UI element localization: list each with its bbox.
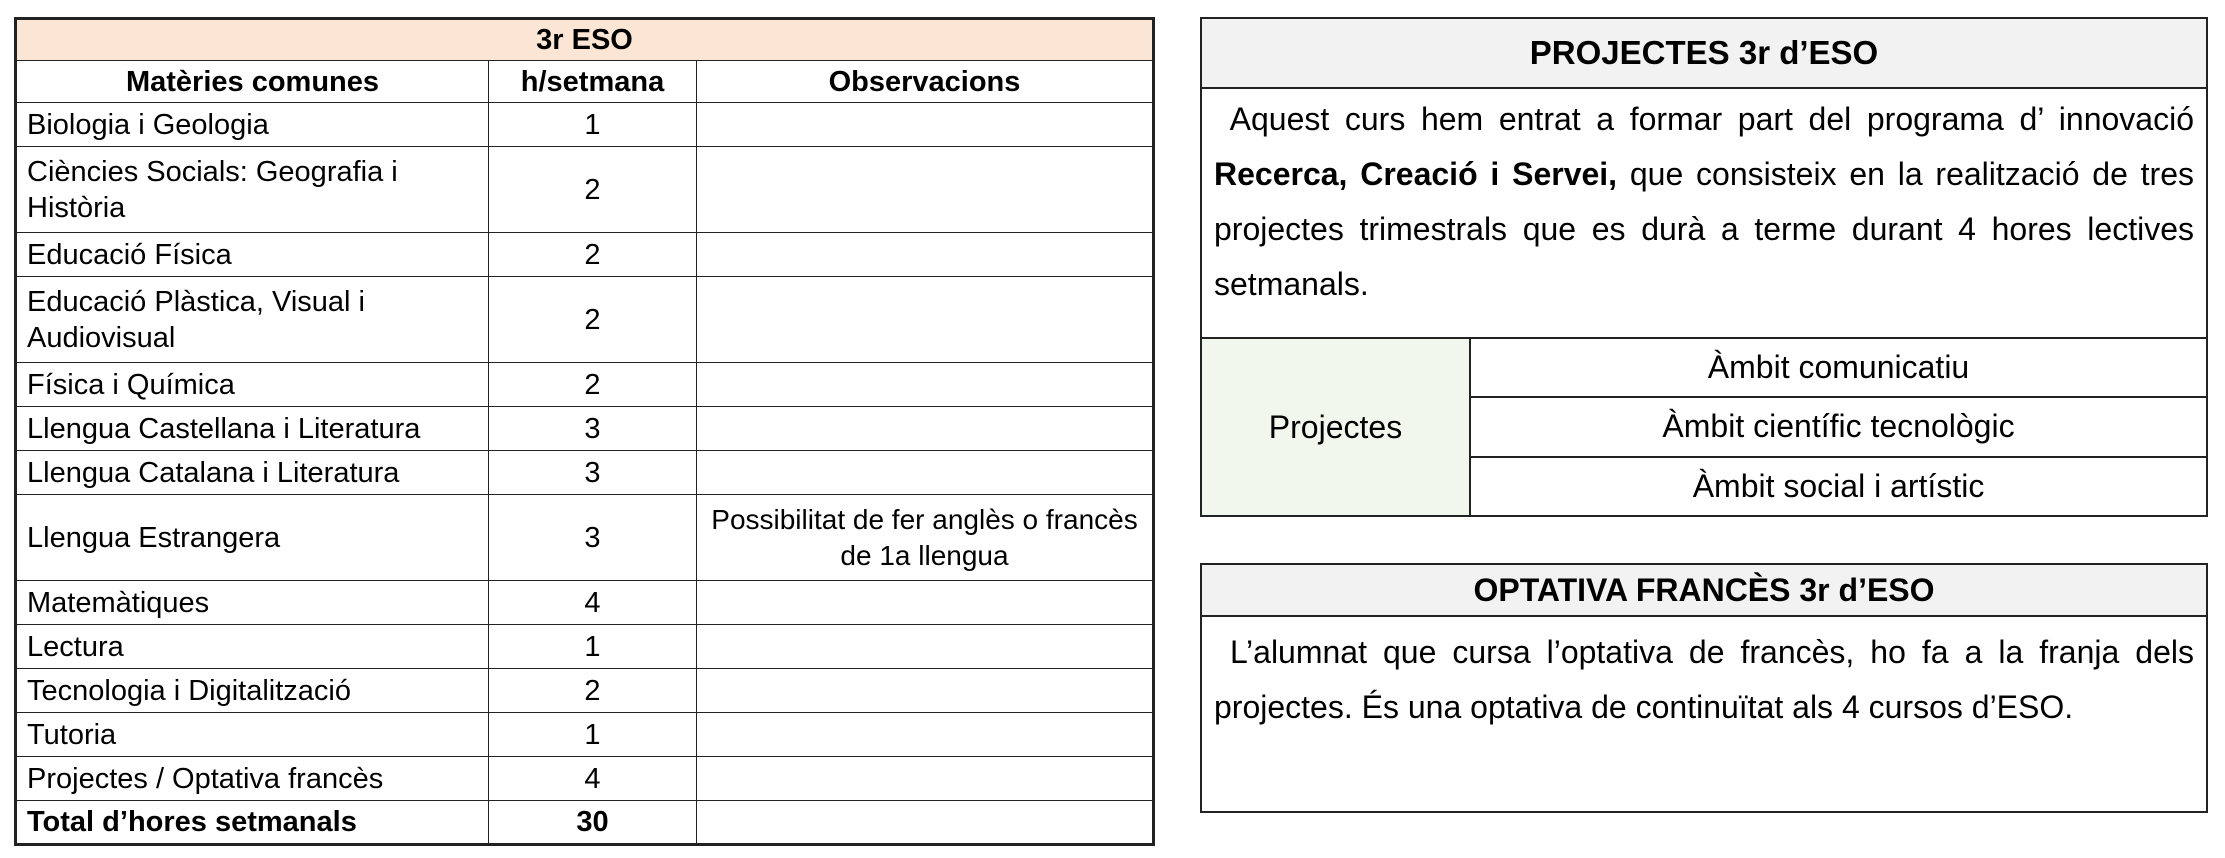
subject-name: Física i Química bbox=[16, 363, 489, 407]
projects-description bbox=[1202, 89, 2206, 355]
table-row bbox=[16, 147, 1154, 233]
table-row bbox=[16, 625, 1154, 669]
subject-hours: 4 bbox=[489, 757, 697, 801]
subject-name: Biologia i Geologia bbox=[16, 103, 489, 147]
subject-observations bbox=[697, 233, 1154, 277]
french-text: L’alumnat que cursa l’optativa de francès, ho fa a la franja dels projectes. És una optativa de continuïtat als 4 cursos d’ESO. bbox=[1214, 634, 2195, 725]
subject-hours: 4 bbox=[489, 581, 697, 625]
subjects-body bbox=[16, 103, 1154, 845]
projects-grid-label: Projectes bbox=[1202, 339, 1471, 515]
subject-name: Projectes / Optativa francès bbox=[16, 757, 489, 801]
project-area-social-artistic: Àmbit social i artístic bbox=[1692, 467, 1985, 504]
table-row bbox=[16, 233, 1154, 277]
subject-hours: 3 bbox=[489, 451, 697, 495]
table-row bbox=[16, 581, 1154, 625]
subject-hours: 1 bbox=[489, 625, 697, 669]
table-header-row bbox=[16, 61, 1154, 103]
subject-observations bbox=[697, 669, 1154, 713]
subject-name: Ciències Socials: Geografia i Història bbox=[16, 147, 489, 233]
project-area-scientific: Àmbit científic tecnològic bbox=[1471, 398, 2206, 457]
subject-name: Lectura bbox=[16, 625, 489, 669]
subject-name: Llengua Catalana i Literatura bbox=[16, 451, 489, 495]
total-label: Total d’hores setmanals bbox=[16, 801, 489, 845]
subject-name: Educació Plàstica, Visual i Audiovisual bbox=[16, 277, 489, 363]
table-row bbox=[16, 713, 1154, 757]
projects-areas bbox=[1471, 339, 2206, 515]
table-row bbox=[16, 407, 1154, 451]
subject-name: Matemàtiques bbox=[16, 581, 489, 625]
subject-observations bbox=[697, 147, 1154, 233]
total-observations bbox=[697, 801, 1154, 845]
header-subjects: Matèries comunes bbox=[16, 61, 489, 103]
subject-name: Tutoria bbox=[16, 713, 489, 757]
subject-observations bbox=[697, 713, 1154, 757]
subject-observations bbox=[697, 103, 1154, 147]
subject-hours: 2 bbox=[489, 233, 697, 277]
table-row bbox=[16, 669, 1154, 713]
table-row bbox=[16, 495, 1154, 581]
table-title: 3r ESO bbox=[16, 19, 1154, 61]
table-total-row bbox=[16, 801, 1154, 845]
table-row bbox=[16, 757, 1154, 801]
subject-observations bbox=[697, 407, 1154, 451]
subject-observations bbox=[697, 451, 1154, 495]
subject-observations bbox=[697, 625, 1154, 669]
subject-hours: 1 bbox=[489, 103, 697, 147]
table-row bbox=[16, 103, 1154, 147]
header-hours: h/setmana bbox=[489, 61, 697, 103]
projects-grid bbox=[1202, 337, 2206, 515]
subject-name: Tecnologia i Digitalització bbox=[16, 669, 489, 713]
table-row bbox=[16, 363, 1154, 407]
subject-observations: Possibilitat de fer anglès o francès de 1a llengua bbox=[697, 495, 1154, 581]
subject-hours: 2 bbox=[489, 669, 697, 713]
projects-text-after: que consisteix en la realització de tres projectes trimestrals que es durà a terme durant 4 hores lectives setmanals. bbox=[1214, 156, 2195, 302]
subject-hours: 3 bbox=[489, 407, 697, 451]
subject-observations bbox=[697, 277, 1154, 363]
total-hours: 30 bbox=[489, 801, 697, 845]
table-title-row bbox=[16, 19, 1154, 61]
french-elective-panel bbox=[1200, 563, 2208, 813]
subjects-table bbox=[14, 17, 1155, 846]
table-row bbox=[16, 451, 1154, 495]
subject-name: Educació Física bbox=[16, 233, 489, 277]
subject-name: Llengua Estrangera bbox=[16, 495, 489, 581]
french-title: OPTATIVA FRANCÈS 3r d’ESO bbox=[1202, 565, 2206, 617]
subject-hours: 1 bbox=[489, 713, 697, 757]
projects-text-bold: Recerca, Creació i Servei, bbox=[1214, 156, 1618, 192]
subject-observations bbox=[697, 363, 1154, 407]
subject-hours: 2 bbox=[489, 147, 697, 233]
french-description bbox=[1202, 617, 2206, 735]
subject-name: Llengua Castellana i Literatura bbox=[16, 407, 489, 451]
header-observations: Observacions bbox=[697, 61, 1154, 103]
projects-panel bbox=[1200, 17, 2208, 517]
subject-observations bbox=[697, 757, 1154, 801]
projects-text-before: Aquest curs hem entrat a formar part del programa d’ innovació bbox=[1229, 101, 2194, 137]
subject-hours: 2 bbox=[489, 277, 697, 363]
subject-observations bbox=[697, 581, 1154, 625]
project-area-communicative: Àmbit comunicatiu bbox=[1471, 339, 2206, 398]
projects-title: PROJECTES 3r d’ESO bbox=[1202, 19, 2206, 89]
subject-hours: 3 bbox=[489, 495, 697, 581]
subject-hours: 2 bbox=[489, 363, 697, 407]
table-row bbox=[16, 277, 1154, 363]
